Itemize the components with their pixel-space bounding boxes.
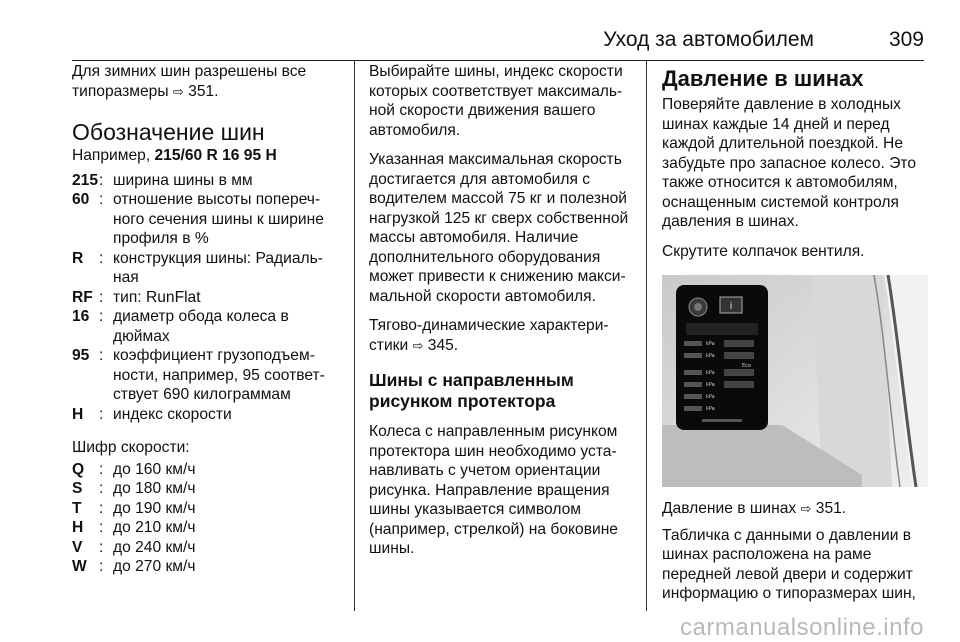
- example-line: Например, 215/60 R 16 95 H: [72, 147, 277, 164]
- paragraph: Поверяйте давление в холодных шинах каждые 14 дней и перед каждой длительной поездкой. Не забудьте про запасное колесо. Это также относится к автомобилям, оснащенным системой контроля давления в шинах.: [662, 96, 917, 230]
- svg-text:kPa: kPa: [706, 406, 715, 412]
- svg-text:Eco: Eco: [742, 363, 751, 369]
- page-ref[interactable]: 351.: [188, 82, 219, 100]
- column-1: [72, 62, 344, 577]
- column-2: [369, 62, 633, 559]
- section-heading: Давление в шинах: [662, 66, 864, 91]
- speed-code-label: Шифр скорости:: [72, 439, 190, 456]
- tire-code-definitions: [72, 171, 344, 425]
- footer: [0, 612, 960, 642]
- tire-pressure-label-photo: [662, 275, 928, 487]
- section-heading: Обозначение шин: [72, 119, 265, 145]
- page-ref[interactable]: 351.: [815, 500, 847, 517]
- paragraph: Тягово-динамические характери- стики ⇨ 345.: [369, 317, 609, 354]
- svg-text:kPa: kPa: [706, 341, 715, 347]
- page-number: 309: [888, 28, 924, 51]
- speed-code-list: [72, 460, 344, 577]
- svg-text:i: i: [729, 301, 733, 312]
- page-title: Уход за автомобилем: [603, 28, 814, 51]
- paragraph: Указанная максимальная скорость достигается для автомобиля с водителем массой 75 кг и полезной нагрузкой 125 кг сверх собственной массы автомобиля. Наличие дополнительного оборудования может привести к снижению макси- мальной скорости автомобиля.: [369, 151, 629, 305]
- page-ref-icon: ⇨: [172, 84, 184, 100]
- page-ref-icon: ⇨: [412, 338, 424, 354]
- paragraph: Выбирайте шины, индекс скорости которых соответствует максималь- ной скорости движения вашего автомобиля.: [369, 63, 623, 139]
- figure-caption: Давление в шинах ⇨ 351.: [662, 500, 847, 517]
- door-frame-illustration: [662, 275, 928, 487]
- speed-row: T : до 190 км/ч: [72, 499, 196, 517]
- column-3: [662, 62, 928, 604]
- definition-row: RF : тип: RunFlat: [72, 288, 201, 306]
- definition-row: R : конструкция шины: Радиаль- ная: [72, 249, 323, 286]
- page-ref-icon: ⇨: [800, 502, 812, 517]
- paragraph: Табличка с данными о давлении в шинах расположена на раме передней левой двери и содержит информацию о типоразмерах шин,: [662, 526, 916, 602]
- speed-row: V : до 240 км/ч: [72, 538, 196, 556]
- winter-tires-note: Для зимних шин разрешены все типоразмеры ⇨ 351.: [72, 63, 307, 100]
- column-divider: [354, 60, 355, 611]
- watermark: carmanualsonline.info: [680, 614, 924, 641]
- speed-row: Q : до 160 км/ч: [72, 460, 196, 478]
- column-divider: [646, 60, 647, 611]
- svg-text:kPa: kPa: [706, 353, 715, 359]
- svg-text:kPa: kPa: [706, 394, 715, 400]
- definition-row: 16 : диаметр обода колеса в дюймах: [72, 308, 289, 345]
- paragraph: Колеса с направленным рисунком протектора шин необходимо уста- навливать с учетом ориентации рисунка. Направление вращения шины указывается символом (например, стрелкой) на боковине шины.: [369, 423, 618, 557]
- definition-row: H : индекс скорости: [72, 405, 232, 423]
- definition-row: 60 : отношение высоты попереч- ного сечения шины к ширине профиля в %: [72, 191, 324, 247]
- definition-row: 95 : коэффициент грузоподъем- ности, например, 95 соответ- ствует 690 килограммам: [72, 347, 325, 403]
- svg-text:kPa: kPa: [706, 382, 715, 388]
- page-header: [72, 26, 924, 61]
- speed-row: S : до 180 км/ч: [72, 480, 196, 497]
- speed-row: W : до 270 км/ч: [72, 558, 196, 575]
- subsection-heading: Шины с направленным рисунком протектора: [369, 370, 574, 411]
- paragraph: Скрутите колпачок вентиля.: [662, 242, 865, 260]
- page-ref[interactable]: 345.: [427, 336, 459, 354]
- speed-row: H : до 210 км/ч: [72, 519, 196, 536]
- definition-row: 215 : ширина шины в мм: [72, 171, 253, 189]
- svg-text:kPa: kPa: [706, 370, 715, 376]
